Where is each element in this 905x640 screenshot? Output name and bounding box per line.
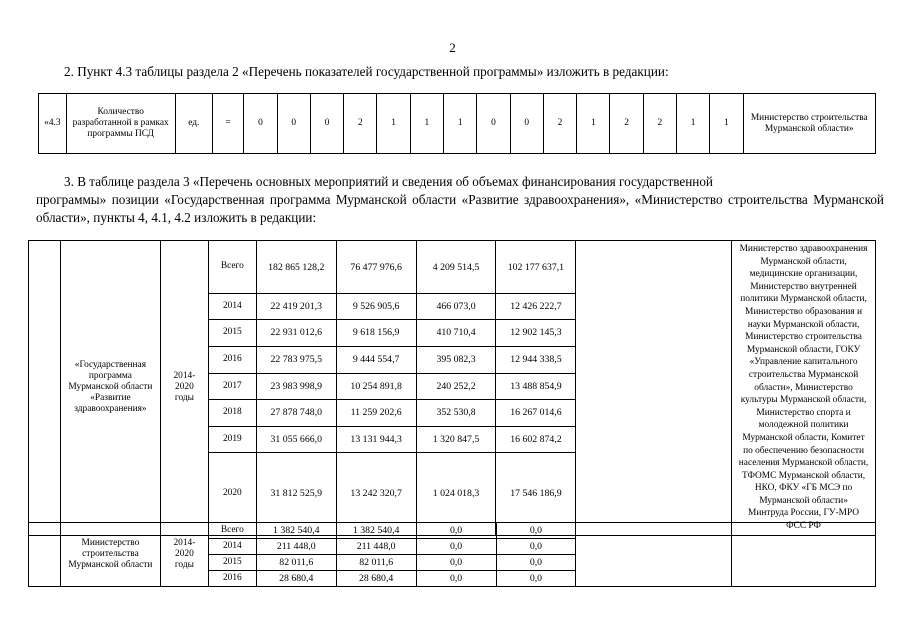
amount-other: 17 546 186,9 [496, 453, 576, 536]
paragraph-2: 2. Пункт 4.3 таблицы раздела 2 «Перечень показателей государственной программы» изложить в редакции: [64, 64, 669, 79]
amount-regional: 10 254 891,8 [336, 373, 416, 399]
paragraph-3-rest: программы» позиции «Государственная программа Мурманской области «Развитие здравоохранения», «Министерство строительства Мурманской области», пункты 4, 4.1, 4.2 изложить в редакции: [36, 192, 884, 225]
amount-regional: 76 477 976,6 [336, 241, 416, 294]
program-name: «Государственная программа Мурманской области «Развитие здравоохранения» [60, 241, 160, 536]
ministry-period: 2014-2020 годы [160, 523, 208, 587]
ministry-name: Министерство строительства Мурманской области [60, 523, 160, 587]
year-label: 2014 [208, 294, 256, 320]
amount-federal: 4 209 514,5 [416, 241, 496, 294]
amount-federal: 352 530,8 [416, 399, 496, 426]
empty-cell [732, 523, 876, 587]
year-label: 2020 [208, 453, 256, 536]
indicator-value: 0 [277, 94, 310, 154]
indicator-value: 1 [377, 94, 410, 154]
amount-regional: 9 526 905,6 [336, 294, 416, 320]
program-executors: Министерство здравоохранения Мурманской области, медицинские организации, Министерство внутренней политики Мурманской области, Министерство образования и науки Мурманской области, Министерство строительства Мурманской области, ГОКУ «Управление капитального строительства Мурманской области», Министерство культуры Мурманской области, Министерство спорта и молодежной политики Мурманской области, Комитет по обеспечению безопасности населения Мурманской области, ТФОМС Мурманской области, НКО, ФКУ «ГБ МСЭ по Мурманской области» Минтруда России, ГУ-МРО ФСС РФ [732, 241, 876, 536]
indicator-row [39, 94, 876, 154]
amount-federal: 410 710,4 [416, 320, 496, 346]
indicator-sign: = [212, 94, 243, 154]
amount-regional: 11 259 202,6 [336, 399, 416, 426]
row-number-cell [29, 241, 61, 536]
amount-total: 22 931 012,6 [256, 320, 336, 346]
year-label: 2015 [208, 555, 256, 571]
amount-federal: 466 073,0 [416, 294, 496, 320]
year-label: 2019 [208, 426, 256, 452]
indicator-value: 2 [543, 94, 576, 154]
empty-cell [576, 241, 732, 536]
row-number-cell [29, 523, 61, 587]
year-label: 2017 [208, 373, 256, 399]
amount-regional: 211 448,0 [336, 539, 416, 555]
page-number: 2 [449, 40, 456, 55]
amount-federal: 1 320 847,5 [416, 426, 496, 452]
amount-total: 23 983 998,9 [256, 373, 336, 399]
indicator-value: 2 [643, 94, 676, 154]
amount-federal: 0,0 [416, 555, 496, 571]
amount-other: 0,0 [496, 523, 576, 539]
paragraph-3-line-1: 3. В таблице раздела 3 «Перечень основных мероприятий и сведения об объемах финансирования государственной [64, 174, 713, 189]
indicator-number: «4.3 [39, 94, 67, 154]
amount-other: 0,0 [496, 555, 576, 571]
indicator-value: 1 [710, 94, 743, 154]
amount-regional: 9 618 156,9 [336, 320, 416, 346]
amount-regional: 82 011,6 [336, 555, 416, 571]
amount-regional: 28 680,4 [336, 571, 416, 587]
amount-other: 16 602 874,2 [496, 426, 576, 452]
indicator-value: 1 [410, 94, 443, 154]
ministry-funding-table [28, 522, 876, 587]
amount-federal: 395 082,3 [416, 346, 496, 373]
amount-regional: 13 242 320,7 [336, 453, 416, 536]
year-label: 2016 [208, 571, 256, 587]
amount-total: 28 680,4 [256, 571, 336, 587]
program-funding-table [28, 240, 876, 536]
amount-total: 82 011,6 [256, 555, 336, 571]
amount-other: 12 426 222,7 [496, 294, 576, 320]
indicator-value: 0 [477, 94, 510, 154]
amount-other: 12 902 145,3 [496, 320, 576, 346]
amount-regional: 13 131 944,3 [336, 426, 416, 452]
amount-federal: 1 024 018,3 [416, 453, 496, 536]
indicator-value: 2 [610, 94, 643, 154]
amount-federal: 0,0 [416, 539, 496, 555]
indicator-value: 0 [510, 94, 543, 154]
amount-total: 1 382 540,4 [256, 523, 336, 539]
amount-total: 31 055 666,0 [256, 426, 336, 452]
program-period: 2014-2020 годы [160, 241, 208, 536]
indicator-value: 0 [310, 94, 343, 154]
amount-federal: 0,0 [416, 523, 496, 539]
amount-total: 182 865 128,2 [256, 241, 336, 294]
amount-other: 0,0 [496, 539, 576, 555]
year-label: 2014 [208, 539, 256, 555]
amount-regional: 9 444 554,7 [336, 346, 416, 373]
amount-total: 31 812 525,9 [256, 453, 336, 536]
amount-total: 27 878 748,0 [256, 399, 336, 426]
amount-other: 16 267 014,6 [496, 399, 576, 426]
indicator-table [38, 93, 876, 154]
year-label: 2015 [208, 320, 256, 346]
amount-federal: 0,0 [416, 571, 496, 587]
indicator-responsible: Министерство строительства Мурманской области» [743, 94, 875, 154]
amount-other: 13 488 854,9 [496, 373, 576, 399]
indicator-name: Количество разработанной в рамках программы ПСД [66, 94, 175, 154]
indicator-value: 1 [577, 94, 610, 154]
amount-regional: 1 382 540,4 [336, 523, 416, 539]
amount-total: 22 419 201,3 [256, 294, 336, 320]
amount-total: 211 448,0 [256, 539, 336, 555]
indicator-value: 1 [676, 94, 709, 154]
amount-other: 12 944 338,5 [496, 346, 576, 373]
amount-other: 0,0 [496, 571, 576, 587]
paragraph-3 [36, 173, 884, 227]
indicator-value: 2 [344, 94, 377, 154]
year-label: 2018 [208, 399, 256, 426]
year-label: Всего [208, 523, 256, 539]
indicator-unit: ед. [175, 94, 212, 154]
indicator-value: 1 [444, 94, 477, 154]
indicator-value: 0 [244, 94, 277, 154]
amount-other: 102 177 637,1 [496, 241, 576, 294]
amount-total: 22 783 975,5 [256, 346, 336, 373]
amount-federal: 240 252,2 [416, 373, 496, 399]
year-label: Всего [208, 241, 256, 294]
year-label: 2016 [208, 346, 256, 373]
empty-cell [576, 523, 732, 587]
